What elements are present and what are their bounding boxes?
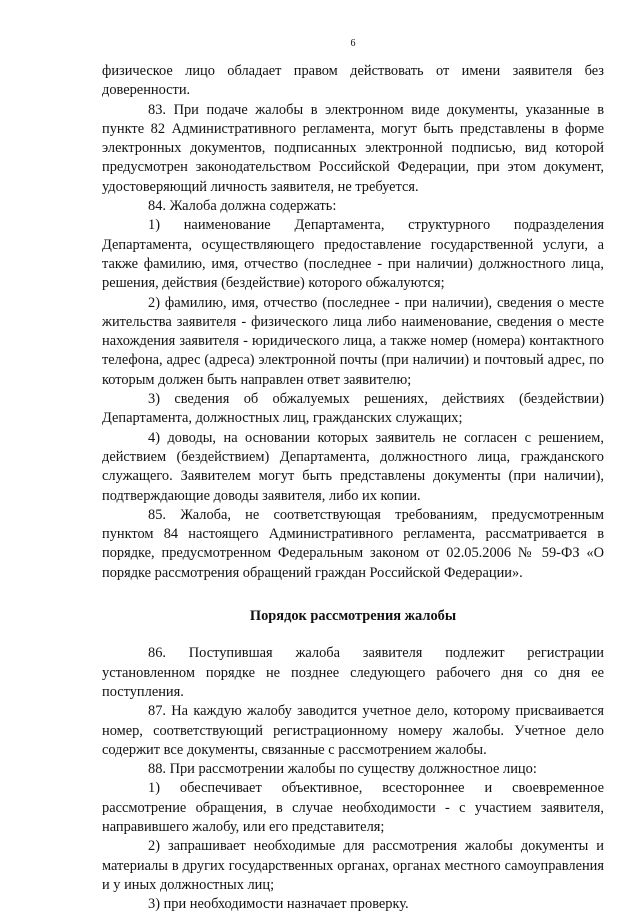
paragraph-88-item-3: 3) при необходимости назначает проверку. — [148, 896, 409, 913]
section-title: Порядок рассмотрения жалобы — [249, 608, 457, 625]
paragraph-84-item-4: 4) доводы, на основании которых заявитель не согласен с решением, действием (бездействием) Департамента, должностного лица, гражданского служащего. Заявителем могут быть представлены документы (при наличии), подтверждающие доводы заявителя, либо их копии. — [102, 429, 604, 504]
paragraph-84: 84. Жалоба должна содержать: — [148, 198, 337, 215]
paragraph-84-item-3: 3) сведения об обжалуемых решениях, действиях (бездействии) Департамента, должностных лиц, гражданских служащих; — [102, 391, 604, 427]
paragraph-88-item-1: 1) обеспечивает объективное, всестороннее и своевременное рассмотрение обращения, в случае необходимости - с участием заявителя, направившего жалобу, или его представителя; — [102, 780, 604, 835]
paragraph-88-item-2: 2) запрашивает необходимые для рассмотрения жалобы документы и материалы в других государственных органах, органах местного самоуправления и у иных должностных лиц; — [102, 838, 604, 893]
paragraph-86: 86. Поступившая жалоба заявителя подлежит регистрации установленном порядке не позднее следующего рабочего дня со дня ее поступления. — [102, 645, 604, 700]
paragraph-84-item-1: 1) наименование Департамента, структурного подразделения Департамента, осуществляющего предоставление государственной услуги, а также фамилию, имя, отчество (последнее - при наличии) должностного лица, решения, действия (бездействие) которого обжалуются; — [102, 217, 604, 292]
paragraph-84-item-2: 2) фамилию, имя, отчество (последнее - при наличии), сведения о месте жительства заявителя - физического лица либо наименование, сведения о месте нахождения заявителя - юридического лица, а также номер (номера) контактного телефона, адрес (адреса) электронной почты (при наличии) и почтовый адрес, по которым должен быть направлен ответ заявителю; — [102, 294, 604, 388]
paragraph-83: 83. При подаче жалобы в электронном виде документы, указанные в пункте 82 Административного регламента, могут быть представлены в форме электронных документов, подписанных электронной подписью, вид которой предусмотрен законодательством Российской Федерации, при этом документ, удостоверяющий личность заявителя, не требуется. — [102, 101, 604, 195]
paragraph-continuation: физическое лицо обладает правом действовать от имени заявителя без доверенности. — [102, 63, 604, 99]
page-number: 6 — [350, 38, 356, 49]
paragraph-88: 88. При рассмотрении жалобы по существу должностное лицо: — [148, 761, 537, 778]
paragraph-85: 85. Жалоба, не соответствующая требованиям, предусмотренным пунктом 84 настоящего Административного регламента, рассматривается в порядке, предусмотренном Федеральным законом от 02.05.2006 № 59-ФЗ «О порядке рассмотрения обращений граждан Российской Федерации». — [102, 506, 604, 581]
paragraph-87: 87. На каждую жалобу заводится учетное дело, которому присваивается номер, соответствующий регистрационному номеру жалобы. Учетное дело содержит все документы, связанные с рассмотрением жалобы. — [102, 703, 604, 758]
